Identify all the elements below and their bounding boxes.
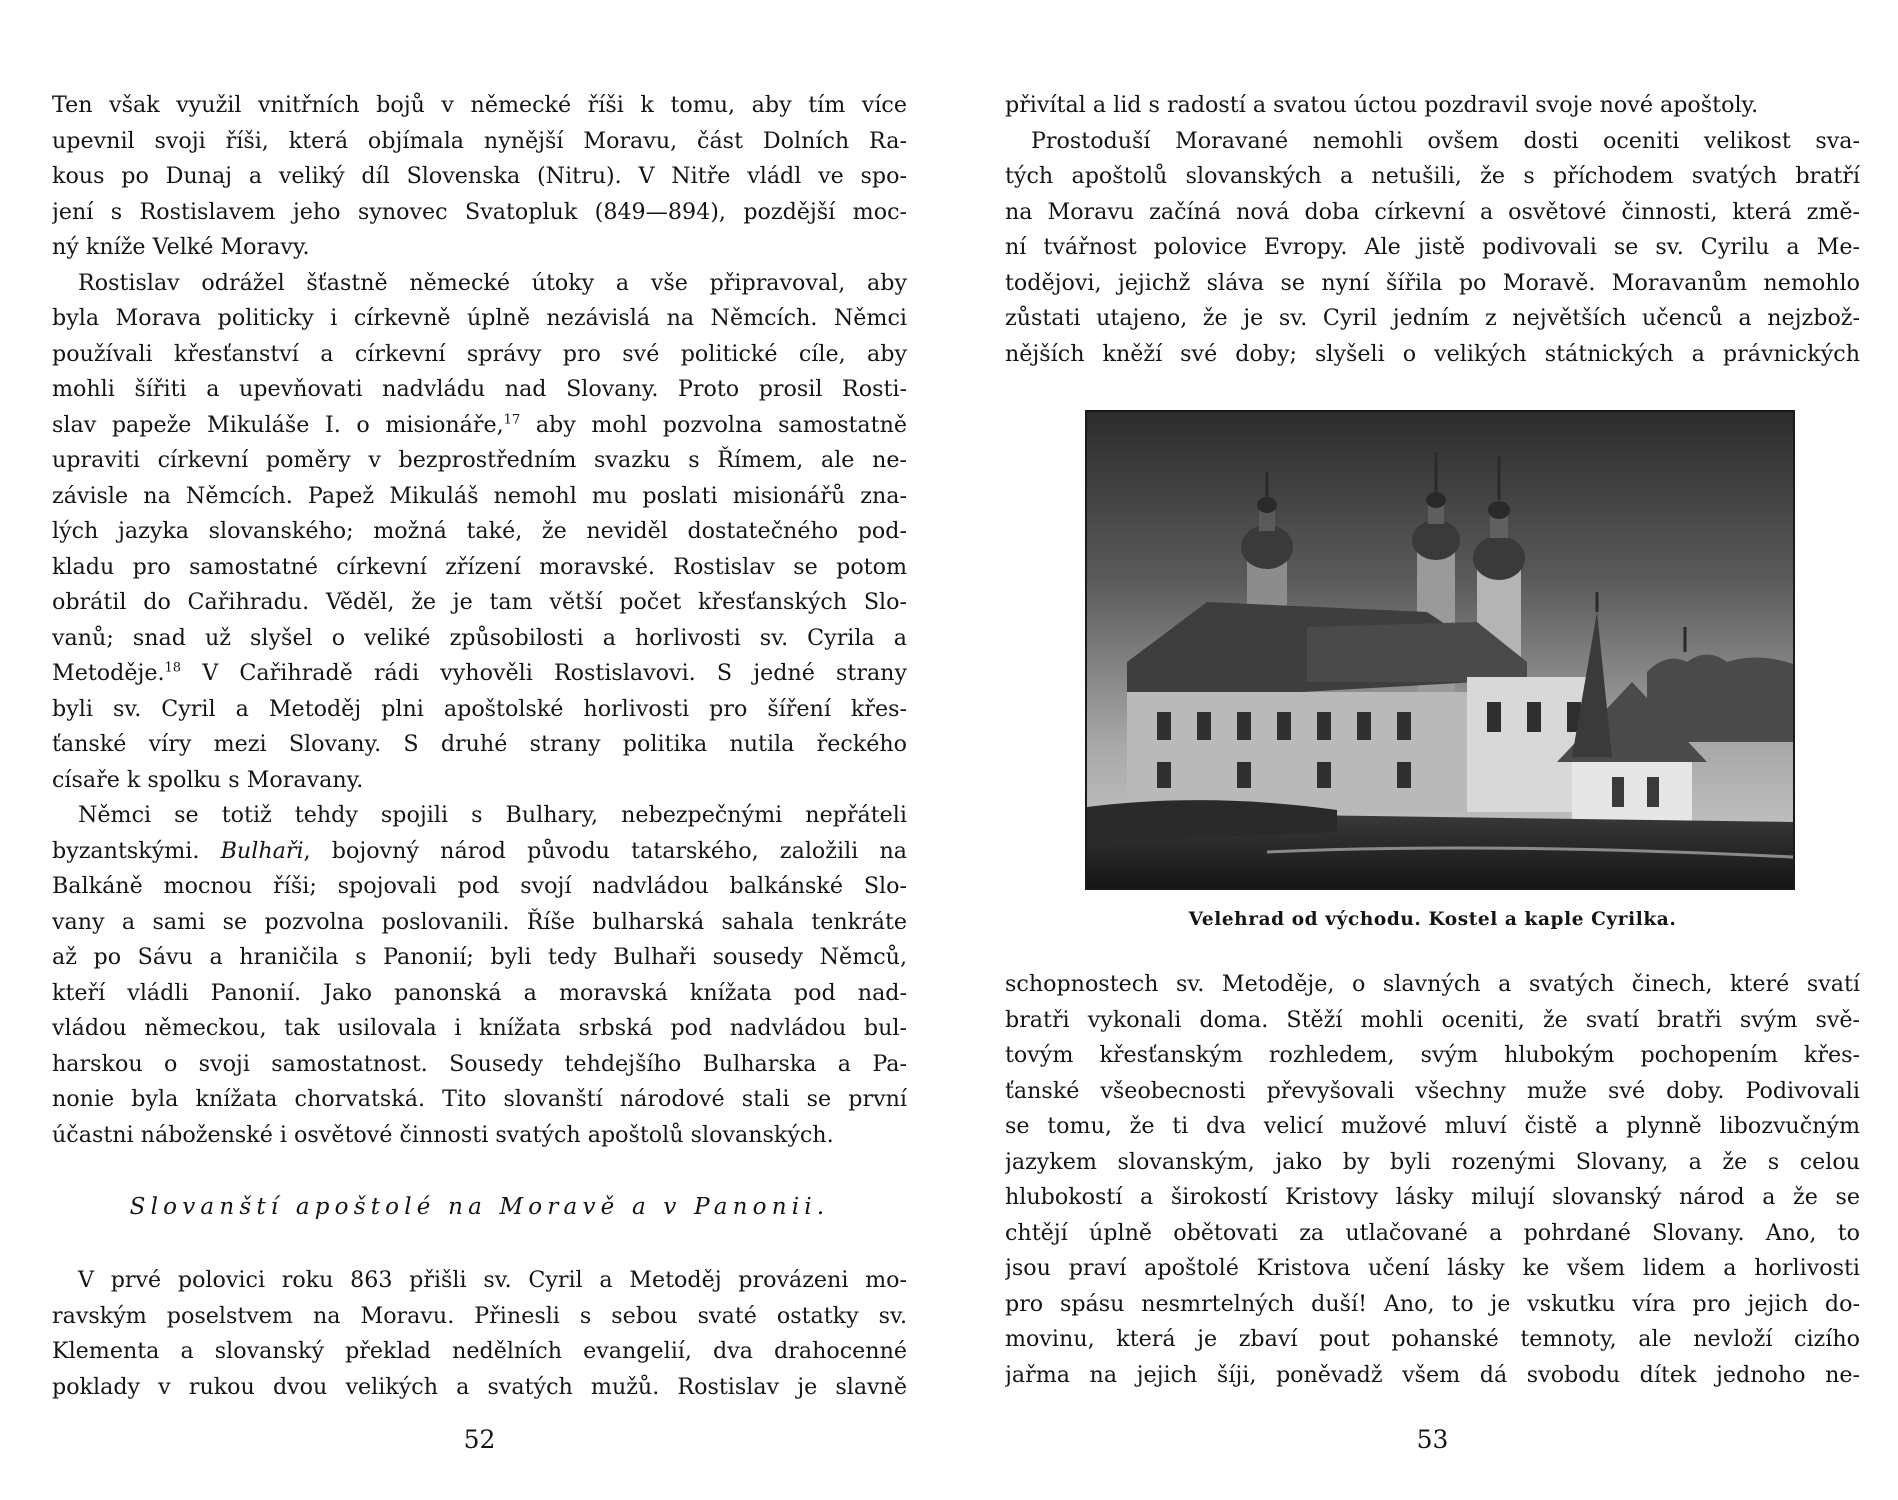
text-line: tých apoštolů slovanských a netušili, že s příchodem svatých bratří <box>1005 163 1860 189</box>
text-line: mohli šířiti a upevňovati nadvládu nad Slovany. Proto prosil Rosti- <box>52 376 907 402</box>
text-line: tovým křesťanským rozhledem, svým hlubokým pochopením křes- <box>1005 1042 1860 1068</box>
text-line: vany a sami se pozvolna poslovanili. Říše bulharská sahala tenkráte <box>52 908 907 935</box>
text-line: Rostislav odrážel šťastně německé útoky a vše připravoval, aby <box>78 269 907 296</box>
text-line: přivítal a lid s radostí a svatou úctou pozdravil svoje nové apoštoly. <box>1005 92 1759 118</box>
text-line: Metoděje.$^{18}$ V Cařihradě rádi vyhověli Rostislavovi. S jedné strany <box>52 660 907 686</box>
section-heading: Slovanští apoštolé na Moravě a v Panonii. <box>129 1194 830 1220</box>
text-line: účastni náboženské i osvětové činnosti svatých apoštolů slovanských. <box>52 1121 834 1148</box>
text-line: Prostoduší Moravané nemohli ovšem dosti oceniti velikost sva- <box>1031 127 1860 154</box>
text-line: Němci se totiž tehdy spojili s Bulhary, nebezpečnými nepřáteli <box>78 802 907 828</box>
text-line: lých jazyka slovanského; možná také, že neviděl dostatečného pod- <box>52 518 907 544</box>
text-line: harskou o svoji samostatnost. Sousedy tehdejšího Bulharska a Pa- <box>52 1050 907 1077</box>
text-line: zůstati utajeno, že je sv. Cyril jedním z největších učenců a nejzbož- <box>1005 305 1860 331</box>
text-line: až po Sávu a hraničila s Panonií; byli tedy Bulhaři sousedy Němců, <box>52 944 907 970</box>
text-line: kous po Dunaj a veliký díl Slovenska (Nitru). V Nitře vládl ve spo- <box>52 163 907 189</box>
text-line: jařma na jejich šíji, poněvadž všem dá svobodu dítek jednoho ne- <box>1005 1361 1860 1388</box>
text-line: pro spásu nesmrtelných duší! Ano, to je vskutku víra pro jejich do- <box>1005 1290 1860 1317</box>
text-line: vládou německou, tak usilovala i knížata srbská pod nadvládou bul- <box>52 1015 907 1041</box>
text-line: nějších kněží své doby; slyšeli o velikých státnických a právnických <box>1005 340 1860 367</box>
text-line: chtějí úplně obětovati za utlačované a pohrdané Slovany. Ano, to <box>1005 1219 1860 1246</box>
figure-caption: Velehrad od východu. Kostel a kaple Cyrilka. <box>1188 909 1677 930</box>
text-line: závisle na Němcích. Papež Mikuláš nemohl mu poslati misionářů zna- <box>52 482 907 509</box>
text-line: obrátil do Cařihradu. Věděl, že je tam větší počet křesťanských Slo- <box>52 589 907 615</box>
text-line: ní tvářnost polovice Evropy. Ale jistě podivovali se sv. Cyrilu a Me- <box>1005 234 1860 260</box>
left-text-block-1 <box>52 88 907 1153</box>
text-line: V prvé polovici roku 863 přišli sv. Cyril a Metoděj provázeni mo- <box>78 1267 907 1293</box>
church-illustration <box>1087 412 1793 888</box>
text-line: Balkáně mocnou říši; spojovali pod svojí nadvládou balkánské Slo- <box>52 873 907 899</box>
page-number-left: 52 <box>463 1425 496 1454</box>
text-line: todějovi, jejichž sláva se nyní šířila po Moravě. Moravanům nemohlo <box>1005 269 1860 296</box>
text-line: poklady v rukou dvou velikých a svatých mužů. Rostislav je slavně <box>52 1373 907 1400</box>
right-page <box>1005 0 1860 1500</box>
right-text-block-1 <box>1005 88 1860 372</box>
text-line: bratři vykonali doma. Stěží mohli oceniti, že svatí bratři svým svě- <box>1005 1006 1860 1033</box>
text-line: na Moravu začíná nová doba církevní a osvětové činnosti, která změ- <box>1005 198 1860 225</box>
left-text-block-2 <box>52 1263 907 1405</box>
text-line: Ten však využil vnitřních bojů v německé říši k tomu, aby tím více <box>52 92 907 118</box>
text-line: upevnil svoji říši, která objímala nynější Moravu, část Dolních Ra- <box>52 127 907 154</box>
text-line: byli sv. Cyril a Metoděj plni apoštolské horlivosti pro šíření křes- <box>52 695 907 722</box>
text-line: kladu pro samostatné církevní zřízení moravské. Rostislav se potom <box>52 553 907 580</box>
text-line: hlubokostí a širokostí Kristovy lásky milují slovanský národ a že se <box>1005 1184 1860 1210</box>
text-line: jsou praví apoštolé Kristova učení lásky ke všem lidem a horlivosti <box>1005 1255 1860 1281</box>
footnote-ref: 18 <box>164 660 182 676</box>
text-line: kteří vládli Panonií. Jako panonská a moravská knížata pod nad- <box>52 979 907 1006</box>
text-line: movinu, která je zbaví pout pohanské temnoty, ale nevloží cizího <box>1005 1326 1860 1352</box>
text-line: jazykem slovanským, jako by byli rozenými Slovany, a že s celou <box>1005 1148 1860 1175</box>
text-line: ravským poselstvem na Moravu. Přinesli s sebou svaté ostatky sv. <box>52 1302 907 1329</box>
text-line: ťanské víry mezi Slovany. S druhé strany politika nutila řeckého <box>52 731 907 757</box>
text-line: slav papeže Mikuláše I. o misionáře,$^{17}$ aby mohl pozvolna samostatně <box>52 411 907 438</box>
text-line: schopnostech sv. Metoděje, o slavných a svatých činech, které svatí <box>1005 971 1860 997</box>
text-line: upraviti církevní poměry v bezprostředním svazku s Římem, ale ne- <box>52 447 907 473</box>
text-line: byzantskými. Bulhaři, bojovný národ původu tatarského, založili na <box>52 837 907 864</box>
text-line: Klementa a slovanský překlad nedělních evangelií, dva drahocenné <box>52 1338 907 1364</box>
text-line: císaře k spolku s Moravany. <box>52 766 364 793</box>
text-line: vanů; snad už slyšel o veliké způsobilosti a horlivosti sv. Cyrila a <box>52 624 907 651</box>
velehrad-illustration <box>1085 410 1795 890</box>
text-line: nonie byla knížata chorvatská. Tito slovanští národové stali se první <box>52 1086 907 1112</box>
right-text-block-2 <box>1005 967 1860 1393</box>
text-line: byla Morava politicky i církevně úplně nezávislá na Němcích. Němci <box>52 305 907 331</box>
text-line: ný kníže Velké Moravy. <box>52 234 310 260</box>
text-line: jení s Rostislavem jeho synovec Svatopluk (849—894), pozdější moc- <box>52 198 907 225</box>
page-number-right: 53 <box>1416 1425 1449 1454</box>
text-line: ťanské všeobecnosti převyšovali všechny muže své doby. Podivovali <box>1005 1077 1860 1104</box>
text-line: se tomu, že ti dva velicí mužové mluví čistě a plynně libozvučným <box>1005 1113 1860 1139</box>
left-page <box>52 0 907 1500</box>
footnote-ref: 17 <box>503 412 521 428</box>
text-line: používali křesťanství a církevní správy pro své politické cíle, aby <box>52 340 907 367</box>
